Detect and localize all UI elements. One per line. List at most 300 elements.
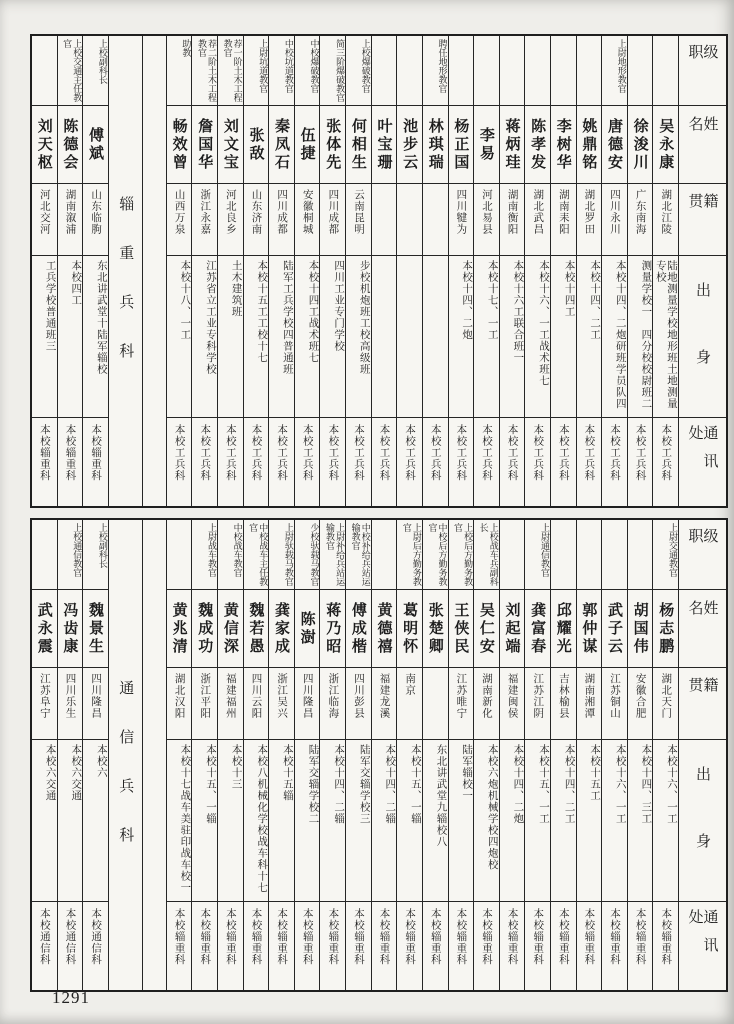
person-column <box>268 36 294 506</box>
origin-text: 陆地测量学校地形班土地测量专校 <box>654 260 678 410</box>
address-text: 本校辎重科 <box>250 908 263 966</box>
address-text: 本校工兵科 <box>634 424 647 482</box>
rank-text: 上校交通主任教官 <box>61 39 82 102</box>
rank-cell <box>551 520 576 590</box>
name-cell <box>244 590 269 668</box>
native-text: 山东济南 <box>250 189 263 235</box>
rank-text: 上校通信教官 <box>71 523 82 577</box>
origin-cell <box>83 740 108 902</box>
native-place-cell <box>58 184 83 256</box>
rank-text: 中校补给兵站运输教官 <box>349 523 370 586</box>
native-place-cell <box>218 184 243 256</box>
name-cell <box>397 106 422 184</box>
name-text: 陈德会 <box>61 117 80 172</box>
person-column <box>627 520 653 990</box>
name-text: 陈孝发 <box>529 117 548 172</box>
rank-cell <box>295 36 320 106</box>
name-cell <box>423 106 448 184</box>
person-column <box>499 520 525 990</box>
origin-text: 陆军工兵学校四普通班 <box>281 260 294 375</box>
native-place-cell <box>320 668 345 740</box>
native-place-cell <box>346 184 371 256</box>
native-place-cell <box>602 184 627 256</box>
origin-text: 本校十四、二炮研班学员队四 <box>614 260 627 410</box>
name-text: 黄德禧 <box>375 601 394 656</box>
name-text: 陈澍 <box>298 610 317 647</box>
address-cell <box>449 902 474 990</box>
origin-text: 步校机炮班工校高级班 <box>358 260 371 375</box>
rank-cell <box>423 520 448 590</box>
origin-cell <box>551 740 576 902</box>
name-text: 吴仁安 <box>477 601 496 656</box>
native-place-cell <box>397 184 422 256</box>
person-column <box>243 520 269 990</box>
origin-cell <box>346 740 371 902</box>
name-cell <box>577 106 602 184</box>
native-place-cell <box>628 668 653 740</box>
address-text: 本校辎重科 <box>532 908 545 966</box>
native-place-cell <box>423 668 448 740</box>
origin-text: 本校六交通 <box>70 744 83 802</box>
name-cell <box>551 106 576 184</box>
name-text: 王侠民 <box>452 601 471 656</box>
rank-cell <box>577 520 602 590</box>
name-text: 傅斌 <box>87 126 105 163</box>
rank-cell <box>32 36 57 106</box>
origin-text: 本校十六、一工 <box>614 744 627 825</box>
address-text: 本校辎重科 <box>557 908 570 966</box>
address-text: 本校工兵科 <box>173 424 186 482</box>
address-text: 本校工兵科 <box>250 424 263 482</box>
address-text: 本校辎重科 <box>506 908 519 966</box>
origin-text: 本校十四、二辎 <box>384 744 397 825</box>
origin-cell <box>500 256 525 418</box>
person-column <box>448 36 474 506</box>
row-header-label: 姓名 <box>686 116 720 153</box>
native-place-cell <box>551 184 576 256</box>
rank-cell <box>577 36 602 106</box>
row-header-origin <box>679 256 726 418</box>
origin-text: 本校十四、二工 <box>563 744 576 825</box>
origin-cell <box>58 740 83 902</box>
name-text: 黄兆清 <box>170 601 189 656</box>
address-cell <box>474 418 499 506</box>
section-divider-column <box>108 520 142 990</box>
address-text: 本校辎重科 <box>276 908 289 966</box>
rank-text: 中校爆破教官 <box>308 39 319 93</box>
name-text: 李易 <box>477 126 496 163</box>
address-text: 本校辎重科 <box>224 908 237 966</box>
address-text: 本校工兵科 <box>429 424 442 482</box>
name-text: 蒋炳珪 <box>503 117 522 172</box>
rank-cell <box>653 520 678 590</box>
address-cell <box>320 902 345 990</box>
address-cell <box>551 902 576 990</box>
address-text: 本校辎重科 <box>64 424 77 482</box>
rank-text: 上尉坑道教官 <box>257 39 268 93</box>
origin-text: 陆军交辎学校三 <box>358 744 371 825</box>
name-cell <box>346 590 371 668</box>
name-text: 傅成楷 <box>349 601 368 656</box>
address-text: 本校辎重科 <box>429 908 442 966</box>
native-place-cell <box>32 184 57 256</box>
name-cell <box>653 590 678 668</box>
person-column <box>371 36 397 506</box>
name-text: 张楚卿 <box>426 601 445 656</box>
name-text: 姚鼎铭 <box>580 117 599 172</box>
native-text: 湖北汉阳 <box>173 673 186 719</box>
name-cell <box>83 590 108 668</box>
name-cell <box>474 590 499 668</box>
rank-cell <box>320 36 345 106</box>
native-place-cell <box>295 668 320 740</box>
rank-cell <box>58 520 83 590</box>
person-column <box>57 520 83 990</box>
name-text: 魏景生 <box>87 601 105 656</box>
origin-text: 本校十六、一工战术班七 <box>537 260 550 387</box>
name-text: 郭仲谋 <box>580 601 599 656</box>
origin-cell <box>218 256 243 418</box>
native-text: 江苏阜宁 <box>38 673 51 719</box>
name-cell <box>244 106 269 184</box>
rank-cell <box>372 520 397 590</box>
name-cell <box>423 590 448 668</box>
address-cell <box>449 418 474 506</box>
origin-cell <box>653 740 678 902</box>
address-text: 本校辎重科 <box>660 908 673 966</box>
name-cell <box>346 106 371 184</box>
address-cell <box>577 418 602 506</box>
native-text: 湖北罗田 <box>583 189 596 235</box>
person-column <box>473 520 499 990</box>
rank-cell <box>83 36 108 106</box>
rank-text: 上校后方勤务教官 <box>452 523 473 586</box>
address-cell <box>32 418 57 506</box>
origin-cell <box>192 740 217 902</box>
origin-text: 本校十四工 <box>563 260 576 318</box>
rank-cell <box>474 36 499 106</box>
section-label: 辎重兵科 <box>117 196 136 392</box>
name-cell <box>602 106 627 184</box>
address-cell <box>295 418 320 506</box>
row-header-label: 通讯处 <box>686 425 720 481</box>
origin-cell <box>58 256 83 418</box>
rank-cell <box>218 36 243 106</box>
address-cell <box>372 902 397 990</box>
native-place-cell <box>269 184 294 256</box>
person-column <box>268 520 294 990</box>
name-text: 詹国华 <box>196 117 215 172</box>
origin-text: 本校十五、一工 <box>537 744 550 825</box>
rank-text: 简三阶爆破教官 <box>334 39 345 102</box>
address-text: 本校辎重科 <box>301 908 314 966</box>
native-place-cell <box>295 184 320 256</box>
native-text: 四川乐生 <box>64 673 77 719</box>
native-place-cell <box>58 668 83 740</box>
row-header-native <box>679 184 726 256</box>
origin-cell <box>167 256 192 418</box>
name-cell <box>525 590 550 668</box>
person-column <box>601 520 627 990</box>
rank-cell <box>167 520 192 590</box>
origin-text: 本校十四、三工 <box>640 744 653 825</box>
name-cell <box>218 590 243 668</box>
address-cell <box>192 418 217 506</box>
name-cell <box>295 590 320 668</box>
person-column <box>191 520 217 990</box>
origin-cell <box>244 256 269 418</box>
address-text: 本校工兵科 <box>506 424 519 482</box>
address-text: 本校辎重科 <box>404 908 417 966</box>
address-text: 本校工兵科 <box>301 424 314 482</box>
origin-text: 本校十六工联合班一 <box>512 260 525 364</box>
rank-cell <box>244 36 269 106</box>
row-header-origin <box>679 740 726 902</box>
person-column <box>524 36 550 506</box>
name-cell <box>602 590 627 668</box>
native-text: 河北交河 <box>38 189 51 235</box>
origin-cell <box>525 256 550 418</box>
row-header-column <box>678 36 726 506</box>
origin-text: 本校十四工战术班七 <box>307 260 320 364</box>
native-text: 江苏唯宁 <box>455 673 468 719</box>
rank-text: 上校战车兵副科长 <box>477 523 498 586</box>
name-text: 黄信深 <box>221 601 240 656</box>
rank-text: 上尉战车教官 <box>206 523 217 577</box>
native-place-cell <box>449 184 474 256</box>
rank-cell <box>192 520 217 590</box>
origin-text: 本校十八、一工 <box>179 260 192 341</box>
rank-text: 助教 <box>180 39 191 57</box>
person-column <box>243 36 269 506</box>
native-text: 福建龙溪 <box>378 673 391 719</box>
native-text: 云南昆明 <box>352 189 365 235</box>
name-text: 唐德安 <box>605 117 624 172</box>
name-text: 龚家成 <box>273 601 292 656</box>
origin-cell <box>500 740 525 902</box>
name-text: 杨志鹏 <box>657 601 676 656</box>
person-column <box>524 520 550 990</box>
address-text: 本校辎重科 <box>327 908 340 966</box>
native-place-cell <box>192 668 217 740</box>
origin-cell <box>474 740 499 902</box>
address-text: 本校工兵科 <box>455 424 468 482</box>
origin-cell <box>295 740 320 902</box>
address-cell <box>628 902 653 990</box>
rank-text: 上尉驮载马教官 <box>282 523 293 586</box>
origin-cell <box>653 256 678 418</box>
native-place-cell <box>244 184 269 256</box>
rank-cell <box>218 520 243 590</box>
rank-cell <box>525 36 550 106</box>
address-text: 本校辎重科 <box>455 908 468 966</box>
name-cell <box>320 106 345 184</box>
person-column <box>601 36 627 506</box>
address-cell <box>602 902 627 990</box>
rank-cell <box>295 520 320 590</box>
native-place-cell <box>653 184 678 256</box>
origin-cell <box>628 256 653 418</box>
native-text: 江苏铜山 <box>609 673 622 719</box>
name-text: 刘天枢 <box>35 117 54 172</box>
rank-cell <box>449 36 474 106</box>
address-cell <box>500 902 525 990</box>
name-cell <box>269 106 294 184</box>
rank-cell <box>346 520 371 590</box>
origin-cell <box>32 256 57 418</box>
native-place-cell <box>577 668 602 740</box>
person-column <box>217 520 243 990</box>
address-text: 本校辎重科 <box>173 908 186 966</box>
row-header-label: 通讯处 <box>686 909 720 965</box>
row-header-column <box>678 520 726 990</box>
origin-cell <box>449 256 474 418</box>
rank-text: 少校驮载马教官 <box>308 523 319 586</box>
name-text: 伍捷 <box>298 126 317 163</box>
row-header-rank <box>679 36 726 106</box>
native-text: 福建闽侯 <box>506 673 519 719</box>
address-cell <box>372 418 397 506</box>
name-text: 林琪瑞 <box>426 117 445 172</box>
native-place-cell <box>320 184 345 256</box>
rank-cell <box>551 36 576 106</box>
origin-cell <box>423 740 448 902</box>
native-place-cell <box>397 668 422 740</box>
name-text: 张体先 <box>324 117 343 172</box>
address-text: 本校辎重科 <box>38 424 51 482</box>
person-column <box>166 36 192 506</box>
address-text: 本校辎重科 <box>634 908 647 966</box>
origin-cell <box>320 740 345 902</box>
blank-column <box>142 520 166 990</box>
native-text: 湖南溆浦 <box>64 189 77 235</box>
native-text: 湖南衡阳 <box>506 189 519 235</box>
rank-cell <box>346 36 371 106</box>
row-header-name <box>679 106 726 184</box>
rank-cell <box>602 520 627 590</box>
native-text: 四川云阳 <box>250 673 263 719</box>
native-text: 湖北天门 <box>660 673 673 719</box>
address-cell <box>167 902 192 990</box>
rank-text: 上尉后方勤务教官 <box>400 523 421 586</box>
address-text: 本校工兵科 <box>276 424 289 482</box>
row-header-address <box>679 418 726 506</box>
native-text: 湖南耒阳 <box>557 189 570 235</box>
origin-text: 测量学校一 四分校校尉班二 <box>640 260 653 410</box>
rank-cell <box>449 520 474 590</box>
native-text: 福建福州 <box>224 673 237 719</box>
name-cell <box>500 106 525 184</box>
origin-cell <box>295 256 320 418</box>
origin-cell <box>218 740 243 902</box>
person-column <box>166 520 192 990</box>
origin-text: 本校四工 <box>70 260 83 306</box>
origin-cell <box>577 740 602 902</box>
name-text: 龚富春 <box>529 601 548 656</box>
address-cell <box>525 418 550 506</box>
person-column <box>82 520 108 990</box>
rank-text: 中校坑道教官 <box>282 39 293 93</box>
origin-cell <box>628 740 653 902</box>
native-text: 湖北江陵 <box>660 189 673 235</box>
rank-cell <box>602 36 627 106</box>
address-cell <box>525 902 550 990</box>
address-cell <box>167 418 192 506</box>
native-place-cell <box>423 184 448 256</box>
person-column <box>191 36 217 506</box>
native-place-cell <box>602 668 627 740</box>
name-cell <box>269 590 294 668</box>
person-column <box>396 520 422 990</box>
origin-text: 工兵学校普通班三 <box>44 260 57 352</box>
rank-text: 聘任地形教官 <box>436 39 447 93</box>
row-header-label: 级职 <box>686 44 720 75</box>
address-cell <box>83 902 108 990</box>
origin-cell <box>372 740 397 902</box>
address-text: 本校通信科 <box>38 908 51 966</box>
row-header-label: 出身 <box>694 765 712 900</box>
address-cell <box>346 902 371 990</box>
address-text: 本校工兵科 <box>583 424 596 482</box>
name-text: 邱耀光 <box>554 601 573 656</box>
origin-cell <box>269 740 294 902</box>
person-column <box>217 36 243 506</box>
rank-cell <box>628 36 653 106</box>
name-cell <box>192 590 217 668</box>
origin-text: 本校六炮机械学校四炮校 <box>486 744 499 871</box>
rank-cell <box>269 36 294 106</box>
native-text: 浙江临海 <box>327 673 340 719</box>
rank-text: 上尉地形教官 <box>615 39 626 93</box>
person-column <box>319 520 345 990</box>
address-cell <box>295 902 320 990</box>
native-place-cell <box>474 184 499 256</box>
address-text: 本校辎重科 <box>90 424 103 482</box>
address-text: 本校辎重科 <box>352 908 365 966</box>
native-place-cell <box>269 668 294 740</box>
rank-text: 中校战车教官 <box>231 523 242 577</box>
native-text: 湖南湘潭 <box>583 673 596 719</box>
blank-column <box>142 36 166 506</box>
native-place-cell <box>525 668 550 740</box>
row-header-label: 籍贯 <box>686 193 720 226</box>
person-column <box>345 520 371 990</box>
name-cell <box>397 590 422 668</box>
native-place-cell <box>653 668 678 740</box>
origin-text: 江苏省立工业专科学校 <box>205 260 218 375</box>
address-text: 本校工兵科 <box>327 424 340 482</box>
rank-cell <box>32 520 57 590</box>
rank-text: 上校副科长 <box>96 39 107 84</box>
native-text: 湖北武昌 <box>532 189 545 235</box>
native-place-cell <box>167 668 192 740</box>
native-text: 四川彭县 <box>352 673 365 719</box>
address-cell <box>269 418 294 506</box>
row-header-label: 籍贯 <box>686 677 720 710</box>
row-header-address <box>679 902 726 990</box>
person-column <box>627 36 653 506</box>
rank-text: 上尉补给兵站运输教官 <box>324 523 345 586</box>
person-column <box>82 36 108 506</box>
name-text: 蒋乃昭 <box>324 601 343 656</box>
native-place-cell <box>500 668 525 740</box>
origin-cell <box>449 740 474 902</box>
origin-cell <box>474 256 499 418</box>
native-place-cell <box>525 184 550 256</box>
origin-text: 陆军交辎学校二 <box>307 744 320 825</box>
native-text: 浙江吴兴 <box>276 673 289 719</box>
native-place-cell <box>83 184 108 256</box>
